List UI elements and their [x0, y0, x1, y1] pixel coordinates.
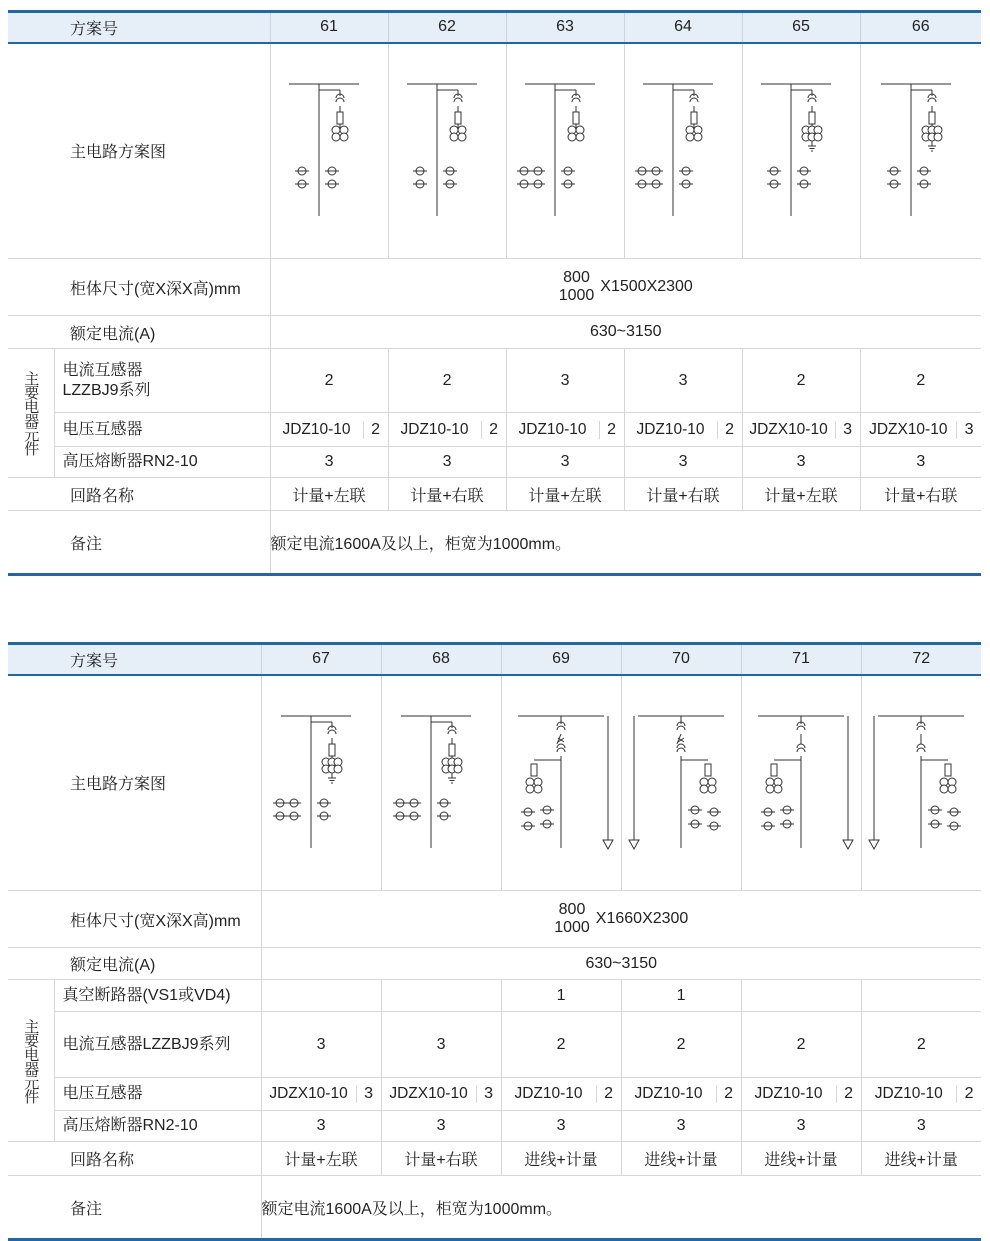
- disconnect-plug-symbol: [677, 744, 685, 748]
- circuit-name-label: 回路名称: [8, 478, 270, 511]
- circuit-diagram-71: [746, 708, 856, 858]
- ct-row: [8, 349, 981, 413]
- diagram-label: 主电路方案图: [8, 43, 270, 259]
- width-option: 1000: [558, 287, 595, 304]
- size-rest: X1500X2300: [600, 278, 693, 295]
- pt-cell: [861, 1078, 981, 1111]
- disconnect-plug-symbol: [677, 726, 685, 730]
- circuit-diagram-62: [392, 76, 502, 226]
- pt-model: JDZX10-10: [269, 1085, 348, 1102]
- disconnect-plug-symbol: [448, 730, 456, 734]
- disconnect-plug-symbol: [917, 748, 925, 752]
- voltage-transformer-symbol: [940, 785, 948, 793]
- voltage-transformer-symbol: [700, 785, 708, 793]
- scheme-table-2: [8, 642, 981, 1241]
- current-label: 额定电流(A): [8, 948, 261, 980]
- pt-count: 3: [956, 421, 981, 439]
- circuit-diagram-cell: [501, 675, 621, 891]
- fuse-symbol: [531, 764, 537, 776]
- diagram-label: 主电路方案图: [8, 675, 261, 891]
- ct-value: 2: [270, 349, 388, 413]
- fuse-label: 高压熔断器RN2-10: [54, 447, 270, 478]
- circuit-diagram-63: [510, 76, 620, 226]
- pt-model: JDZX10-10: [389, 1085, 468, 1102]
- disconnect-plug-symbol: [797, 748, 805, 752]
- fuse-value: 3: [388, 447, 506, 478]
- pt-count: 2: [956, 1085, 981, 1103]
- pt-count: 2: [596, 1085, 621, 1103]
- scheme-number: 62: [388, 12, 506, 43]
- pt-count: 3: [835, 421, 860, 439]
- voltage-transformer-symbol: [534, 785, 542, 793]
- fuse-symbol: [573, 112, 579, 124]
- fuse-value: 3: [742, 447, 860, 478]
- fuse-symbol: [337, 112, 343, 124]
- circuit-name-label: 回路名称: [8, 1142, 261, 1176]
- circuit-diagram-67: [266, 708, 376, 858]
- scheme-number: 64: [624, 12, 742, 43]
- disconnect-plug-symbol: [557, 744, 565, 748]
- disconnect-plug-symbol: [557, 748, 565, 752]
- disconnect-plug-symbol: [328, 730, 336, 734]
- vcb-value: 1: [501, 980, 621, 1012]
- voltage-transformer-symbol: [934, 133, 942, 141]
- ct-row: [8, 1012, 981, 1078]
- circuit-diagram-cell: [861, 675, 981, 891]
- voltage-transformer-symbol: [708, 785, 716, 793]
- ct-value: 2: [742, 349, 860, 413]
- disconnect-plug-symbol: [808, 98, 816, 102]
- pt-model: JDZ10-10: [518, 420, 587, 438]
- fuse-value: 3: [381, 1111, 501, 1142]
- size-row: [8, 891, 981, 948]
- circuit-diagram-72: [866, 708, 976, 858]
- circuit-diagram-64: [628, 76, 738, 226]
- disconnect-plug-symbol: [797, 744, 805, 748]
- voltage-transformer-symbol: [814, 133, 822, 141]
- pt-model: JDZ10-10: [634, 1085, 703, 1102]
- pt-model: JDZX10-10: [869, 420, 948, 438]
- ct-value: 3: [381, 1012, 501, 1078]
- pt-model: JDZ10-10: [400, 420, 469, 438]
- disconnect-plug-symbol: [572, 98, 580, 102]
- ct-value: 2: [388, 349, 506, 413]
- pt-count: 2: [363, 421, 388, 439]
- cable-arrow-symbol: [603, 840, 613, 849]
- fuse-value: 3: [501, 1111, 621, 1142]
- fuse-symbol: [771, 764, 777, 776]
- size-label: 柜体尺寸(宽X深X高)mm: [8, 259, 270, 316]
- remark-text: 额定电流1600A及以上，柜宽为1000mm。: [261, 1176, 981, 1240]
- pt-cell: [621, 1078, 741, 1111]
- disconnect-plug-symbol: [690, 98, 698, 102]
- circuit-name-value: 进线+计量: [621, 1142, 741, 1176]
- circuit-diagram-cell: [742, 43, 860, 259]
- header-label: 方案号: [8, 644, 261, 675]
- circuit-diagram-cell: [860, 43, 981, 259]
- side-group-label: 主要电器元件: [22, 1018, 40, 1103]
- fuse-symbol: [449, 744, 455, 756]
- circuit-diagram-cell: [624, 43, 742, 259]
- pt-cell: [501, 1078, 621, 1111]
- fuse-value: 3: [621, 1111, 741, 1142]
- fuse-row: [8, 1111, 981, 1142]
- ct-value: 3: [506, 349, 624, 413]
- scheme-number: 65: [742, 12, 860, 43]
- fuse-symbol: [329, 744, 335, 756]
- vcb-value: [861, 980, 981, 1012]
- cable-arrow-symbol: [629, 840, 639, 849]
- current-label: 额定电流(A): [8, 316, 270, 349]
- pt-row: [8, 1078, 981, 1111]
- voltage-transformer-symbol: [568, 133, 576, 141]
- pt-label: 电压互感器: [54, 1078, 261, 1111]
- circuit-name-value: 计量+右联: [624, 478, 742, 511]
- voltage-transformer-symbol: [576, 133, 584, 141]
- fuse-value: 3: [860, 447, 981, 478]
- vcb-value: 1: [621, 980, 741, 1012]
- fuse-symbol: [945, 764, 951, 776]
- voltage-transformer-symbol: [694, 133, 702, 141]
- ct-value: 2: [621, 1012, 741, 1078]
- vcb-row: [8, 980, 981, 1012]
- remark-label: 备注: [8, 511, 270, 575]
- scheme-number: 61: [270, 12, 388, 43]
- circuit-diagram-cell: [741, 675, 861, 891]
- circuit-name-value: 计量+左联: [270, 478, 388, 511]
- voltage-transformer-symbol: [526, 785, 534, 793]
- pt-model: JDZ10-10: [874, 1085, 943, 1102]
- circuit-diagram-cell: [261, 675, 381, 891]
- disconnect-plug-symbol: [928, 98, 936, 102]
- header-label: 方案号: [8, 12, 270, 43]
- pt-cell: [860, 413, 981, 447]
- circuit-name-value: 进线+计量: [741, 1142, 861, 1176]
- circuit-diagram-cell: [381, 675, 501, 891]
- size-value: [270, 259, 981, 316]
- voltage-transformer-symbol: [686, 133, 694, 141]
- voltage-transformer-symbol: [458, 133, 466, 141]
- remark-label: 备注: [8, 1176, 261, 1240]
- pt-count: 2: [599, 421, 624, 439]
- width-option: 800: [563, 269, 590, 286]
- size-row: [8, 259, 981, 316]
- pt-count: 2: [716, 1085, 741, 1103]
- scheme-table-1: [8, 10, 981, 576]
- circuit-diagram-69: [506, 708, 616, 858]
- ct-label-line1: 电流互感器: [62, 361, 143, 379]
- voltage-transformer-symbol: [766, 785, 774, 793]
- voltage-transformer-symbol: [332, 133, 340, 141]
- voltage-transformer-symbol: [334, 765, 342, 773]
- pt-model: JDZX10-10: [749, 420, 828, 438]
- remark-row: [8, 1176, 981, 1240]
- scheme-number: 71: [741, 644, 861, 675]
- circuit-diagram-cell: [621, 675, 741, 891]
- circuit-name-value: 计量+右联: [388, 478, 506, 511]
- scheme-number: 69: [501, 644, 621, 675]
- vcb-value: [741, 980, 861, 1012]
- diagram-row: [8, 43, 981, 259]
- disconnect-plug-symbol: [557, 726, 565, 730]
- diagram-row: [8, 675, 981, 891]
- circuit-diagram-65: [746, 76, 856, 226]
- disconnect-plug-symbol: [797, 726, 805, 730]
- pt-count: 3: [356, 1085, 381, 1103]
- header-row: [8, 644, 981, 675]
- size-value: [261, 891, 981, 948]
- vcb-value: [381, 980, 501, 1012]
- voltage-transformer-symbol: [450, 133, 458, 141]
- ct-value: 2: [501, 1012, 621, 1078]
- circuit-name-row: [8, 478, 981, 511]
- circuit-diagram-cell: [388, 43, 506, 259]
- current-value: 630~3150: [261, 948, 981, 980]
- circuit-name-value: 进线+计量: [861, 1142, 981, 1176]
- fuse-symbol: [929, 112, 935, 124]
- fuse-row: [8, 447, 981, 478]
- circuit-name-value: 计量+右联: [381, 1142, 501, 1176]
- current-value: 630~3150: [270, 316, 981, 349]
- circuit-diagram-61: [274, 76, 384, 226]
- circuit-diagram-70: [626, 708, 736, 858]
- circuit-diagram-cell: [506, 43, 624, 259]
- scheme-number: 67: [261, 644, 381, 675]
- scheme-number: 70: [621, 644, 741, 675]
- header-row: [8, 12, 981, 43]
- pt-count: 2: [717, 421, 742, 439]
- circuit-name-value: 计量+左联: [261, 1142, 381, 1176]
- circuit-name-value: 进线+计量: [501, 1142, 621, 1176]
- remark-row: [8, 511, 981, 575]
- circuit-diagram-68: [386, 708, 496, 858]
- pt-count: 2: [481, 421, 506, 439]
- scheme-number: 68: [381, 644, 501, 675]
- scheme-number: 63: [506, 12, 624, 43]
- ct-label: [54, 349, 270, 413]
- size-label: 柜体尺寸(宽X深X高)mm: [8, 891, 261, 948]
- size-rest: X1660X2300: [595, 910, 689, 927]
- fuse-symbol: [809, 112, 815, 124]
- ct-value: 2: [741, 1012, 861, 1078]
- pt-cell: [742, 413, 860, 447]
- pt-model: JDZ10-10: [514, 1085, 583, 1102]
- pt-model: JDZ10-10: [754, 1085, 823, 1102]
- current-row: [8, 948, 981, 980]
- pt-cell: [261, 1078, 381, 1111]
- fuse-symbol: [705, 764, 711, 776]
- pt-cell: [388, 413, 506, 447]
- scheme-number: 66: [860, 12, 981, 43]
- pt-cell: [506, 413, 624, 447]
- circuit-diagram-cell: [270, 43, 388, 259]
- pt-count: 2: [836, 1085, 861, 1103]
- circuit-name-value: 计量+右联: [860, 478, 981, 511]
- width-option: 800: [558, 901, 586, 918]
- cable-arrow-symbol: [869, 840, 879, 849]
- circuit-diagram-66: [866, 76, 976, 226]
- side-group-label: 主要电器元件: [22, 371, 40, 455]
- cable-arrow-symbol: [843, 840, 853, 849]
- pt-count: 3: [476, 1085, 501, 1103]
- current-row: [8, 316, 981, 349]
- fuse-symbol: [691, 112, 697, 124]
- disconnect-plug-symbol: [336, 98, 344, 102]
- pt-cell: [741, 1078, 861, 1111]
- voltage-transformer-symbol: [340, 133, 348, 141]
- vcb-label: 真空断路器(VS1或VD4): [54, 980, 261, 1012]
- pt-model: JDZ10-10: [282, 420, 351, 438]
- width-option: 1000: [554, 919, 590, 936]
- ct-label-line2: LZZBJ9系列: [62, 381, 151, 399]
- fuse-value: 3: [861, 1111, 981, 1142]
- pt-cell: [381, 1078, 501, 1111]
- disconnect-plug-symbol: [917, 726, 925, 730]
- disconnect-plug-symbol: [454, 98, 462, 102]
- circuit-name-value: 计量+左联: [742, 478, 860, 511]
- pt-cell: [270, 413, 388, 447]
- voltage-transformer-symbol: [774, 785, 782, 793]
- side-group-cell: [8, 980, 54, 1142]
- scheme-number: 72: [861, 644, 981, 675]
- fuse-symbol: [455, 112, 461, 124]
- pt-model: JDZ10-10: [636, 420, 705, 438]
- fuse-value: 3: [261, 1111, 381, 1142]
- ct-value: 3: [624, 349, 742, 413]
- ct-value: 2: [860, 349, 981, 413]
- pt-row: [8, 413, 981, 447]
- remark-text: 额定电流1600A及以上，柜宽为1000mm。: [270, 511, 981, 575]
- fuse-label: 高压熔断器RN2-10: [54, 1111, 261, 1142]
- ct-label: 电流互感器LZZBJ9系列: [54, 1012, 261, 1078]
- side-group-cell: [8, 349, 54, 478]
- pt-label: 电压互感器: [54, 413, 270, 447]
- circuit-name-row: [8, 1142, 981, 1176]
- pt-cell: [624, 413, 742, 447]
- ct-value: 3: [261, 1012, 381, 1078]
- disconnect-plug-symbol: [677, 748, 685, 752]
- voltage-transformer-symbol: [454, 765, 462, 773]
- fuse-value: 3: [624, 447, 742, 478]
- disconnect-plug-symbol: [917, 744, 925, 748]
- voltage-transformer-symbol: [948, 785, 956, 793]
- fuse-value: 3: [741, 1111, 861, 1142]
- vcb-value: [261, 980, 381, 1012]
- fuse-value: 3: [270, 447, 388, 478]
- circuit-name-value: 计量+左联: [506, 478, 624, 511]
- fuse-value: 3: [506, 447, 624, 478]
- ct-value: 2: [861, 1012, 981, 1078]
